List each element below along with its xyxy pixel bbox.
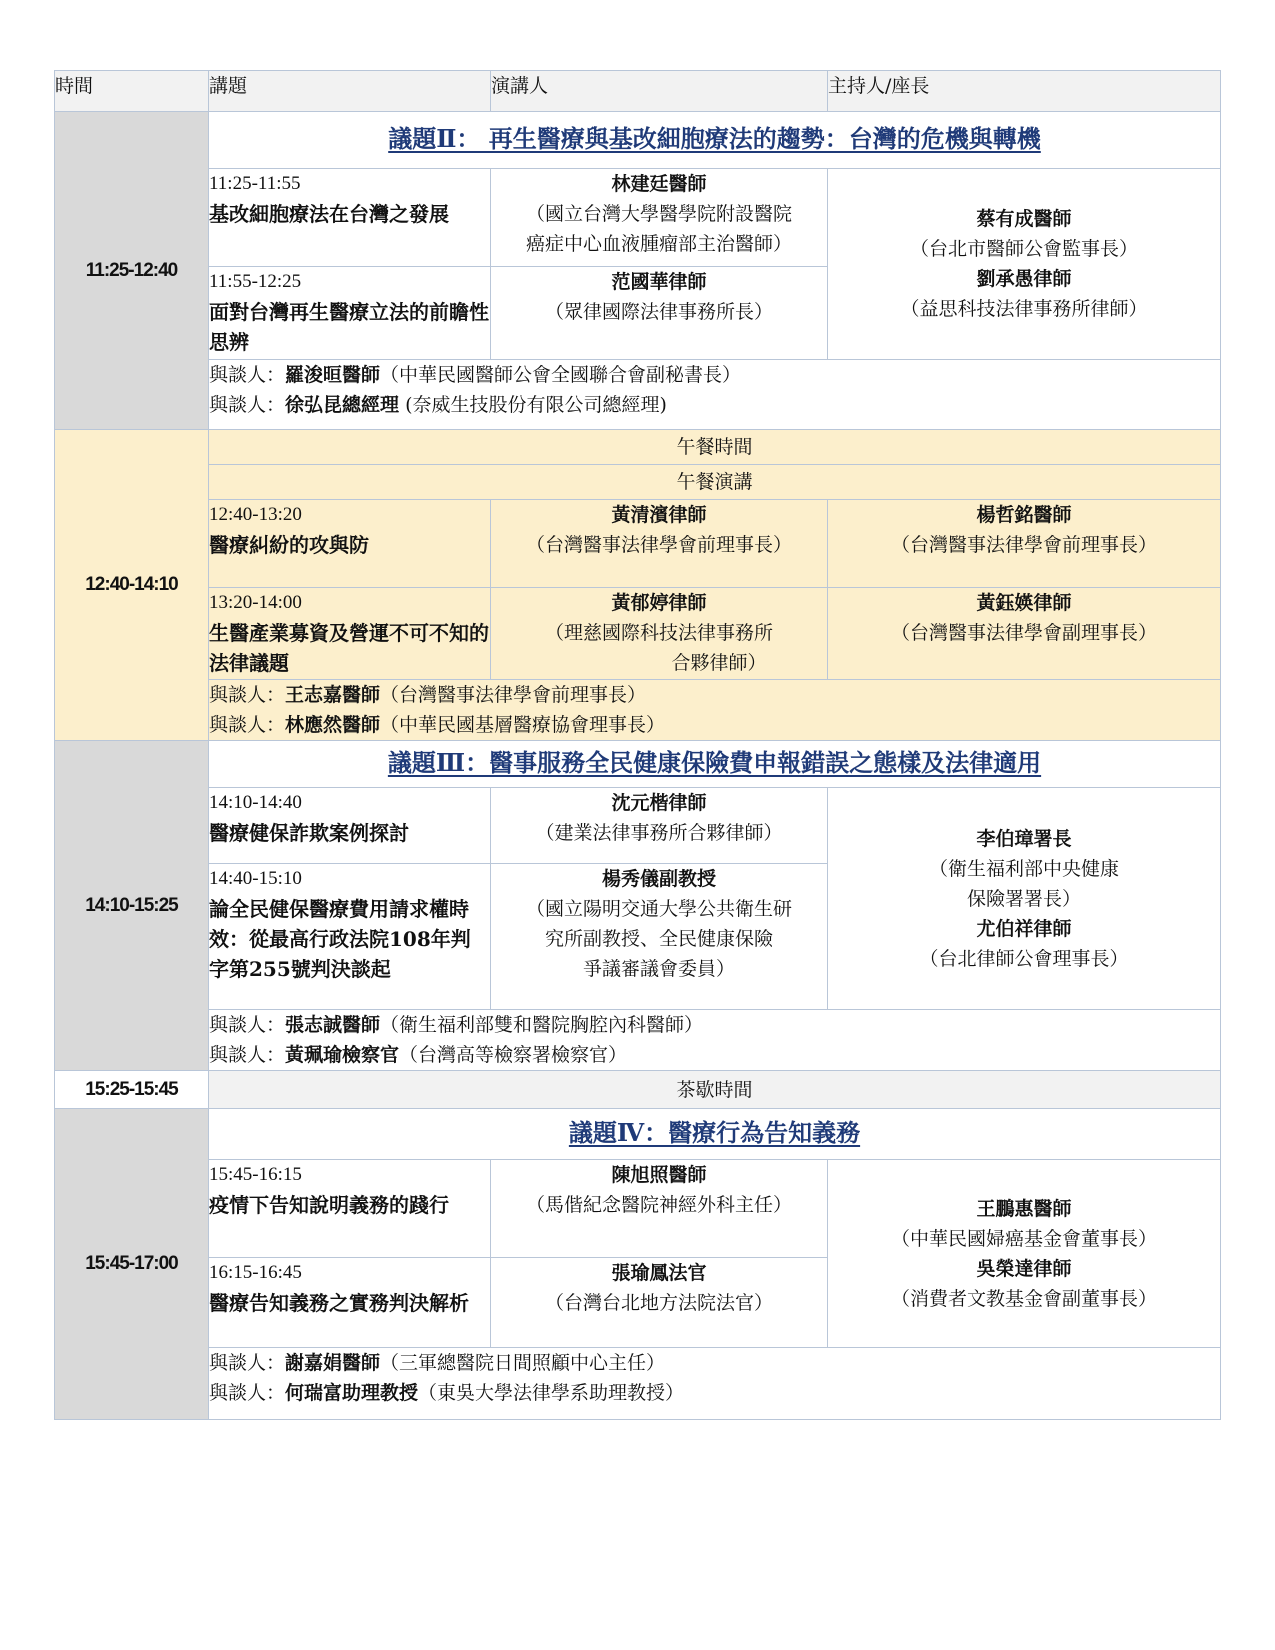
talk-title: 醫療糾紛的攻與防 [209, 533, 369, 557]
session-banner [209, 741, 1221, 788]
discussant-line [209, 710, 1220, 740]
moderator-affiliation: （台北市醫師公會監事長） [909, 238, 1138, 260]
discussants [209, 680, 1221, 741]
discussant-prefix: 與談人： [209, 1044, 286, 1066]
header-time: 時間 [55, 71, 209, 112]
talk-topic [209, 864, 491, 1010]
discussant-line [209, 1040, 1220, 1070]
talk-time: 11:55-12:25 [209, 271, 302, 292]
moderator-name: 王鵬惠醫師 [976, 1197, 1072, 1220]
discussant-line [209, 1010, 1220, 1040]
lunch-talk-title: 午餐演講 [209, 465, 1221, 500]
discussant-prefix: 與談人： [209, 364, 286, 386]
speaker-affiliation: 合夥律師） [671, 652, 767, 674]
speaker-affiliation: 究所副教授、全民健康保險 [544, 928, 773, 950]
tea-break-label: 茶歇時間 [209, 1071, 1221, 1109]
discussant-line [209, 390, 1220, 420]
session-title: 議題Ⅱ： 再生醫療與基改細胞療法的趨勢：台灣的危機與轉機 [388, 124, 1041, 153]
discussant-line [209, 680, 1220, 710]
session-time: 14:10-15:25 [55, 741, 209, 1071]
discussants [209, 1348, 1221, 1420]
discussant-prefix: 與談人： [209, 1352, 286, 1374]
talk-title: 基改細胞療法在台灣之發展 [209, 202, 449, 226]
talk-topic [209, 1160, 491, 1258]
moderator-affiliation: （中華民國婦癌基金會董事長） [890, 1227, 1157, 1250]
header-topic: 講題 [209, 71, 491, 112]
discussant-affiliation: （三軍總醫院日間照顧中心主任） [380, 1352, 666, 1374]
moderator-affiliation: （台灣醫事法律學會前理事長） [890, 534, 1157, 556]
talk-time: 14:10-14:40 [209, 792, 302, 813]
talk-speaker [491, 1160, 828, 1258]
talk-time: 15:45-16:15 [209, 1164, 302, 1185]
speaker-name: 黃清濱律師 [611, 504, 707, 526]
talk-time: 16:15-16:45 [209, 1262, 302, 1283]
talk-topic [209, 1258, 491, 1348]
lunch-title: 午餐時間 [209, 430, 1221, 465]
talk-topic [209, 267, 491, 360]
discussant-name: 王志嘉醫師 [285, 684, 381, 706]
talk-moderator [828, 588, 1221, 680]
discussant-affiliation: （台灣醫事法律學會前理事長） [380, 684, 647, 706]
discussant-affiliation: （台灣高等檢察署檢察官） [399, 1044, 628, 1066]
discussant-prefix: 與談人： [209, 394, 286, 416]
discussant-affiliation: （衛生福利部雙和醫院胸腔內科醫師） [380, 1014, 704, 1036]
talk-speaker [491, 169, 828, 267]
moderator-affiliation: （衛生福利部中央健康 [928, 857, 1119, 880]
talk-speaker [491, 588, 828, 680]
talk-title: 論全民健保醫療費用請求權時效：從最高行政法院108年判字第255號判決談起 [209, 897, 471, 981]
talk-speaker [491, 267, 828, 360]
talk-time: 13:20-14:00 [209, 592, 302, 613]
moderators [828, 1160, 1221, 1348]
discussant-name: 何瑞富助理教授 [285, 1382, 419, 1404]
session-time: 11:25-12:40 [55, 112, 209, 430]
talk-title: 生醫產業募資及營運不可不知的法律議題 [209, 621, 489, 675]
speaker-affiliation: （眾律國際法律事務所長） [544, 301, 773, 323]
discussant-affiliation: （東吳大學法律學系助理教授） [418, 1382, 685, 1404]
session-title: 議題Ⅲ：醫事服務全民健康保險費申報錯誤之態樣及法律適用 [387, 748, 1042, 777]
discussant-prefix: 與談人： [209, 714, 286, 736]
discussant-name: 徐弘昆總經理 [285, 394, 400, 416]
discussant-name: 謝嘉娟醫師 [285, 1352, 381, 1374]
tea-time: 15:25-15:45 [55, 1071, 209, 1109]
session-time: 15:45-17:00 [55, 1109, 209, 1420]
talk-speaker [491, 1258, 828, 1348]
discussants [209, 360, 1221, 430]
discussant-prefix: 與談人： [209, 684, 286, 706]
speaker-name: 沈元楷律師 [611, 792, 707, 814]
discussant-prefix: 與談人： [209, 1382, 286, 1404]
talk-time: 12:40-13:20 [209, 504, 302, 525]
speaker-affiliation: （馬偕紀念醫院神經外科主任） [525, 1194, 792, 1216]
speaker-affiliation: （台灣台北地方法院法官） [544, 1292, 773, 1314]
talk-title: 疫情下告知說明義務的踐行 [209, 1193, 449, 1217]
moderator-affiliation: （益思科技法律事務所律師） [900, 298, 1148, 320]
discussant-line [209, 360, 1220, 390]
moderator-name: 尤伯祥律師 [976, 917, 1072, 940]
discussant-name: 林應然醫師 [285, 714, 381, 736]
session-banner [209, 1109, 1221, 1160]
talk-topic [209, 169, 491, 267]
header-speaker: 演講人 [491, 71, 828, 112]
moderator-name: 黃鈺媖律師 [976, 592, 1072, 614]
moderator-name: 蔡有成醫師 [976, 208, 1072, 230]
speaker-affiliation: （國立台灣大學醫學院附設醫院 [525, 203, 792, 225]
speaker-affiliation: 癌症中心血液腫瘤部主治醫師） [525, 233, 792, 255]
moderator-affiliation: （台北律師公會理事長） [919, 947, 1129, 970]
session-time: 12:40-14:10 [55, 430, 209, 741]
moderator-affiliation: （消費者文教基金會副董事長） [890, 1287, 1157, 1310]
moderator-name: 吳榮達律師 [976, 1257, 1072, 1280]
discussant-name: 黃珮瑜檢察官 [285, 1044, 400, 1066]
talk-speaker [491, 788, 828, 864]
speaker-name: 楊秀儀副教授 [601, 868, 716, 890]
discussant-affiliation: (奈威生技股份有限公司總經理) [399, 394, 667, 416]
talk-moderator [828, 500, 1221, 588]
moderator-affiliation: （台灣醫事法律學會副理事長） [890, 622, 1157, 644]
speaker-name: 黃郁婷律師 [611, 592, 707, 614]
moderators [828, 169, 1221, 360]
talk-time: 11:25-11:55 [209, 173, 301, 194]
session-banner [209, 112, 1221, 169]
discussants [209, 1010, 1221, 1071]
header-row [55, 71, 1221, 112]
session-title: 議題Ⅳ：醫療行為告知義務 [568, 1118, 861, 1147]
talk-topic [209, 788, 491, 864]
discussant-line [209, 1378, 1220, 1408]
agenda-table [54, 70, 1221, 1420]
talk-title: 面對台灣再生醫療立法的前瞻性思辨 [209, 300, 489, 354]
talk-time: 14:40-15:10 [209, 868, 302, 889]
talk-title: 醫療告知義務之實務判決解析 [209, 1291, 469, 1315]
speaker-name: 范國華律師 [611, 271, 707, 293]
moderator-name: 楊哲銘醫師 [976, 504, 1072, 526]
talk-title: 醫療健保詐欺案例探討 [209, 821, 409, 845]
moderator-affiliation: 保險署署長） [966, 887, 1081, 910]
speaker-affiliation: （建業法律事務所合夥律師） [535, 822, 783, 844]
speaker-name: 林建廷醫師 [611, 173, 707, 195]
talk-speaker [491, 864, 828, 1010]
talk-speaker [491, 500, 828, 588]
speaker-affiliation: （理慈國際科技法律事務所 [544, 622, 773, 644]
speaker-affiliation: （台灣醫事法律學會前理事長） [525, 534, 792, 556]
speaker-name: 張瑜鳳法官 [611, 1262, 707, 1284]
header-moderator: 主持人/座長 [828, 71, 1221, 112]
discussant-prefix: 與談人： [209, 1014, 286, 1036]
speaker-affiliation: （國立陽明交通大學公共衛生研 [525, 898, 792, 920]
moderator-name: 劉承愚律師 [976, 268, 1072, 290]
moderator-name: 李伯璋署長 [976, 827, 1072, 850]
moderators [828, 788, 1221, 1010]
discussant-line [209, 1348, 1220, 1378]
discussant-affiliation: （中華民國基層醫療協會理事長） [380, 714, 666, 736]
discussant-name: 張志誠醫師 [285, 1014, 381, 1036]
discussant-name: 羅浚晅醫師 [285, 364, 381, 386]
speaker-affiliation: 爭議審議會委員） [582, 958, 735, 980]
speaker-name: 陳旭照醫師 [611, 1164, 707, 1186]
talk-topic [209, 588, 491, 680]
talk-topic [209, 500, 491, 588]
discussant-affiliation: （中華民國醫師公會全國聯合會副秘書長） [380, 364, 742, 386]
